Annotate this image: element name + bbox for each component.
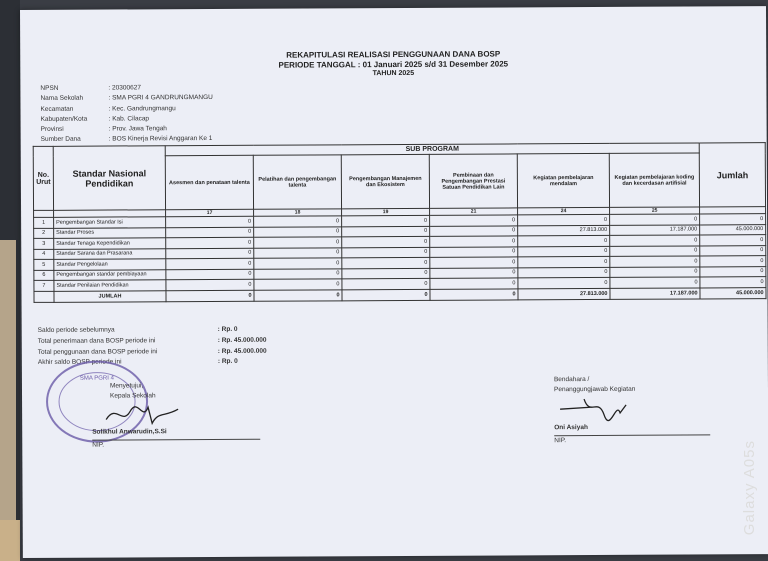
info-row: Kabupaten/Kota : Kab. Cilacap: [40, 115, 150, 123]
row-value: 0: [342, 268, 430, 279]
row-standar-name: Pengembangan standar pembiayaan: [54, 269, 166, 280]
row-value: 0: [254, 216, 342, 227]
camera-watermark: Galaxy A05s: [741, 440, 758, 536]
row-value: 0: [518, 277, 610, 288]
summary-row: Akhir saldo BOSP periode ini : Rp. 0: [37, 358, 238, 367]
row-value: 0: [254, 279, 342, 290]
row-value: 0: [166, 269, 254, 280]
row-standar-name: Standar Proses: [54, 227, 166, 238]
total-cell: 27.813.000: [518, 288, 610, 299]
document-period: PERIODE TANGGAL : 01 Januari 2025 s/d 31 Desember 2025: [278, 59, 509, 70]
principal-nip: NIP.: [92, 441, 105, 449]
column-number: 24: [518, 207, 610, 214]
header-jumlah: Jumlah: [699, 143, 765, 207]
row-value: 0: [166, 248, 254, 259]
column-number: 17: [166, 209, 254, 216]
row-jumlah: 0: [700, 245, 766, 256]
row-value: 0: [430, 246, 518, 257]
row-value: 0: [430, 225, 518, 236]
signature-left: Menyetujui, Kepala Sekolah Solikhul Anwarudin,S.Si NIP.: [92, 381, 260, 451]
info-row: Kecamatan : Kec. Gandrungmangu: [40, 104, 176, 113]
row-jumlah: 0: [700, 256, 766, 267]
background-paper-scrap: [0, 520, 20, 561]
row-value: 0: [342, 247, 430, 258]
row-value: 0: [518, 246, 610, 257]
row-value: 0: [610, 277, 700, 288]
row-value: 0: [610, 256, 700, 267]
treasurer-name: Oni Asiyah: [554, 424, 588, 432]
sub-header: Kegiatan pembelajaran koding dan kecerdasan artifisial: [609, 153, 699, 207]
row-value: 0: [610, 266, 700, 277]
row-value: 17.187.000: [610, 224, 700, 235]
row-value: 0: [254, 237, 342, 248]
column-number: 18: [254, 209, 342, 216]
stamp-text: SMA PGRI 4: [79, 375, 114, 382]
row-value: 0: [518, 267, 610, 278]
row-number: 1: [34, 217, 54, 228]
row-value: 0: [518, 256, 610, 267]
row-standar-name: Standar Pengelolaan: [54, 259, 166, 270]
sub-header: Pelatihan dan pengembangan talenta: [253, 155, 341, 209]
row-jumlah: 45.000.000: [700, 224, 766, 235]
summary-row: Saldo periode sebelumnya : Rp. 0: [37, 325, 238, 334]
row-value: 0: [610, 235, 700, 246]
row-number: 4: [34, 249, 54, 260]
row-standar-name: Pengembangan Standar Isi: [54, 217, 166, 228]
info-row: Sumber Dana : BOS Kinerja Revisi Anggaran Ke 1: [40, 135, 213, 144]
row-value: 0: [254, 247, 342, 258]
row-jumlah: 0: [700, 235, 766, 246]
row-number: 5: [34, 259, 54, 270]
principal-name: Solikhul Anwarudin,S.Si: [92, 428, 167, 436]
sub-header: Pembinaan dan Pengembangan Prestasi Satuan Pendidikan Lain: [429, 154, 517, 208]
summary-row: Total penggunaan dana BOSP periode ini : Rp. 45.000.000: [37, 347, 267, 356]
total-cell: 0: [342, 289, 430, 300]
column-number: 21: [430, 208, 518, 215]
row-value: 0: [342, 278, 430, 289]
row-standar-name: Standar Penilaian Pendidikan: [54, 280, 166, 291]
header-standar: Standar Nasional Pendidikan: [53, 146, 165, 211]
row-value: 0: [610, 245, 700, 256]
row-value: 0: [430, 215, 518, 226]
row-value: 0: [518, 235, 610, 246]
row-jumlah: 0: [700, 277, 766, 288]
row-value: 0: [430, 278, 518, 289]
treasurer-nip: NIP.: [554, 437, 567, 445]
row-value: 0: [610, 214, 700, 225]
background-paper-scrap: [0, 240, 16, 520]
column-number: 25: [610, 207, 700, 214]
total-label: JUMLAH: [54, 290, 166, 302]
row-value: 0: [166, 237, 254, 248]
row-value: 0: [166, 258, 254, 269]
signature-right: Bendahara / Penanggungjawab Kegiatan Oni Asiyah NIP.: [554, 374, 710, 446]
row-value: 0: [430, 257, 518, 268]
row-value: 0: [430, 267, 518, 278]
row-value: 0: [430, 236, 518, 247]
row-value: 0: [166, 227, 254, 238]
document-page: [20, 6, 768, 558]
row-value: 0: [254, 268, 342, 279]
school-info: [40, 83, 213, 146]
row-value: 0: [342, 215, 430, 226]
row-jumlah: 0: [700, 214, 766, 225]
column-number: 19: [342, 208, 430, 215]
row-jumlah: 0: [700, 266, 766, 277]
row-number: 6: [34, 270, 54, 281]
header-no-urut: No. Urut: [33, 146, 53, 210]
sub-header: Asesmen dan penataan talenta: [165, 155, 253, 209]
row-value: 27.813.000: [518, 225, 610, 236]
row-value: 0: [342, 257, 430, 268]
total-cell: 17.187.000: [610, 287, 700, 298]
row-standar-name: Standar Tenaga Kependidikan: [54, 238, 166, 249]
sub-header: Kegiatan pembelajaran mendalam: [517, 153, 609, 207]
header-sub-program: SUB PROGRAM: [165, 143, 699, 156]
row-value: 0: [166, 279, 254, 290]
document-title: REKAPITULASI REALISASI PENGGUNAAN DANA BOSP: [286, 49, 501, 60]
row-value: 0: [518, 214, 610, 225]
document-year: TAHUN 2025: [372, 69, 415, 78]
recap-table: [33, 142, 767, 302]
summary-row: Total penerimaan dana BOSP periode ini : Rp. 45.000.000: [37, 336, 267, 345]
row-value: 0: [342, 236, 430, 247]
signature-scribble-left: [102, 401, 182, 427]
sub-header: Pengembangan Manajemen dan Ekosistem: [341, 154, 429, 208]
row-value: 0: [254, 258, 342, 269]
total-cell: 0: [430, 288, 518, 299]
row-number: 3: [34, 238, 54, 249]
signature-scribble-right: [554, 395, 644, 423]
total-cell: 0: [166, 290, 254, 301]
row-value: 0: [166, 216, 254, 227]
total-jumlah: 45.000.000: [700, 287, 766, 298]
row-value: 0: [342, 226, 430, 237]
row-standar-name: Standar Sarana dan Prasarana: [54, 248, 166, 259]
row-value: 0: [254, 226, 342, 237]
row-number: 7: [34, 280, 54, 291]
info-row: Provinsi : Prov. Jawa Tengah: [40, 125, 167, 134]
row-number: 2: [34, 228, 54, 239]
info-row: NPSN : 20300627: [40, 84, 141, 92]
total-cell: 0: [254, 289, 342, 300]
info-row: Nama Sekolah : SMA PGRI 4 GANDRUNGMANGU: [40, 94, 213, 103]
